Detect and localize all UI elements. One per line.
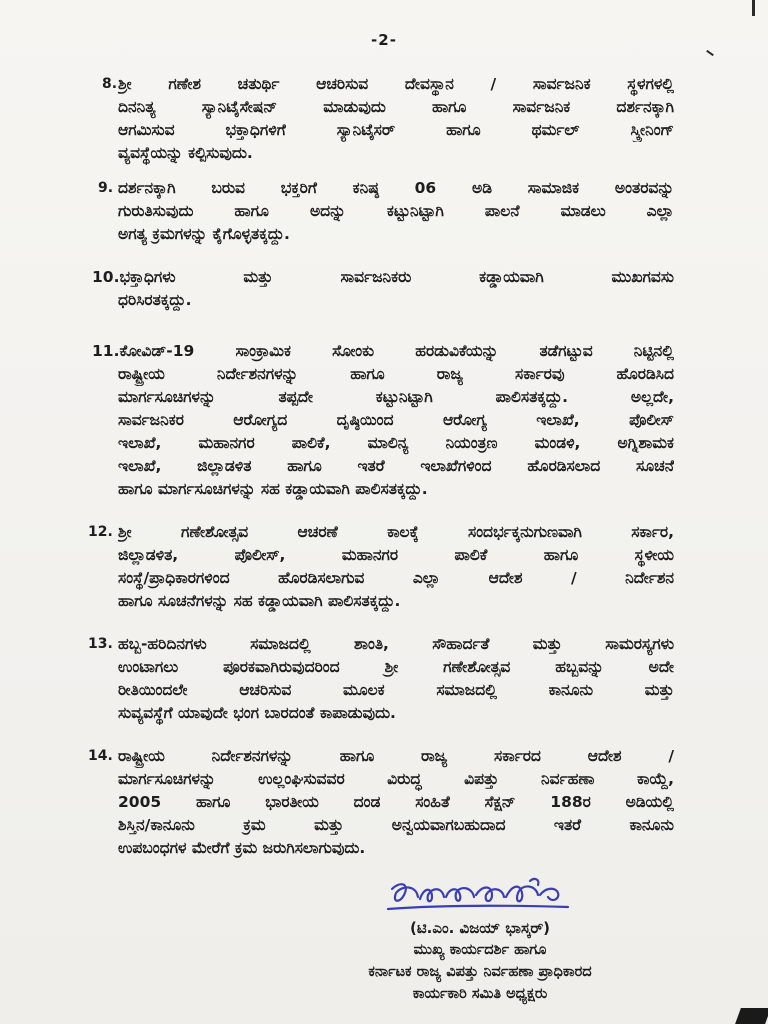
item-line [92,266,674,289]
item-line: ಹಾಗೂ ಮಾರ್ಗಸೂಚಿಗಳನ್ನು ಸಹ ಕಡ್ಡಾಯವಾಗಿ ಪಾಲಿಸತಕ್ಕದ್ದು. [118,480,428,498]
scan-mark [706,50,714,56]
item-number: 12. [88,524,113,540]
signature-block [300,875,660,1005]
signatory-title-line-2: ಕರ್ನಾಟಕ ರಾಜ್ಯ ವಿಪತ್ತು ನಿರ್ವಹಣಾ ಪ್ರಾಧಿಕಾರದ [368,964,592,980]
handwritten-signature [380,875,580,915]
item-line: ಆಗಮಿಸುವ ಭಕ್ತಾಧಿಗಳಿಗೆ ಸ್ಯಾನಿಟೈಸರ್ ಹಾಗೂ ಥರ್ಮಲ್ ಸ್ಕ್ರೀನಿಂಗ್ [118,121,674,139]
item-line: ರೀತಿಯಿಂದಲೇ ಆಚರಿಸುವ ಮೂಲಕ ಸಮಾಜದಲ್ಲಿ ಕಾನೂನು ಮತ್ತು [118,681,674,699]
item-line: ಹಬ್ಬ-ಹರಿದಿನಗಳು ಸಮಾಜದಲ್ಲಿ ಶಾಂತಿ, ಸೌಹಾರ್ದತೆ ಮತ್ತು ಸಾಮರಸ್ಯಗಳು [118,635,674,653]
item-line: ಹಾಗೂ ಸೂಚನೆಗಳನ್ನು ಸಹ ಕಡ್ಡಾಯವಾಗಿ ಪಾಲಿಸತಕ್ಕದ್ದು. [118,592,401,610]
item-line-text: ಕೋವಿಡ್-19 ಸಾಂಕ್ರಾಮಿಕ ಸೋಂಕು ಹರಡುವಿಕೆಯನ್ನು ತಡೆಗಟ್ಟುವ ನಿಟ್ಟಿನಲ್ಲಿ [119,342,674,360]
list-item-12 [88,521,674,613]
item-line: ಮಾರ್ಗಸೂಚಿಗಳನ್ನು ಉಲ್ಲಂಘಿಸುವವರ ವಿರುದ್ಧ ವಿಪತ್ತು ನಿರ್ವಹಣಾ ಕಾಯ್ದೆ, [118,770,674,788]
item-line: ಶ್ರೀ ಗಣೇಶೋತ್ಸವ ಆಚರಣೆ ಕಾಲಕ್ಕೆ ಸಂದರ್ಭಕ್ಕನುಗುಣವಾಗಿ ಸರ್ಕಾರ, [118,523,674,541]
signatory-name: (ಟಿ.ಎಂ. ವಿಜಯ್ ಭಾಸ್ಕರ್) [409,919,551,937]
page-number: -2- [371,31,397,49]
item-number: 11. [92,342,120,360]
item-line: ಇಲಾಖೆ, ಜಿಲ್ಲಾಡಳಿತ ಹಾಗೂ ಇತರೆ ಇಲಾಖೆಗಳಿಂದ ಹೊರಡಿಸಲಾದ ಸೂಚನೆ [118,457,674,475]
item-line: ಶ್ರೀ ಗಣೇಶ ಚತುರ್ಥಿ ಆಚರಿಸುವ ದೇವಸ್ಥಾನ / ಸಾರ್ವಜನಿಕ ಸ್ಥಳಗಳಲ್ಲಿ [118,75,674,93]
item-line: ರಾಷ್ಟ್ರೀಯ ನಿರ್ದೇಶನಗಳನ್ನು ಹಾಗೂ ರಾಜ್ಯ ಸರ್ಕಾರವು ಹೊರಡಿಸಿದ [118,365,674,383]
item-line: ಮಾರ್ಗಸೂಚಿಗಳನ್ನು ತಪ್ಪದೇ ಕಟ್ಟುನಿಟ್ಟಾಗಿ ಪಾಲಿಸತಕ್ಕದ್ದು. ಅಲ್ಲದೇ, [118,388,674,406]
list-item-14 [88,745,674,860]
list-item-8 [92,73,674,165]
list-item-13 [88,633,674,725]
item-line: ಅಗತ್ಯ ಕ್ರಮಗಳನ್ನು ಕೈಗೊಳ್ಳತಕ್ಕದ್ದು. [118,225,290,243]
item-number: 10. [92,268,120,286]
item-line: ಉಪಬಂಧಗಳ ಮೇರೆಗೆ ಕ್ರಮ ಜರುಗಿಸಲಾಗುವುದು. [118,839,366,857]
item-line: ದಿನನಿತ್ಯ ಸ್ಯಾನಿಟೈಸೇಷನ್ ಮಾಡುವುದು ಹಾಗೂ ಸಾರ್ವಜನಿಕ ದರ್ಶನಕ್ಕಾಗಿ [118,98,674,116]
scan-corner-shadow [735,1008,768,1024]
item-line: ಧರಿಸಿರತಕ್ಕದ್ದು. [118,291,192,309]
item-line-text: ಭಕ್ತಾಧಿಗಳು ಮತ್ತು ಸಾರ್ವಜನಿಕರು ಕಡ್ಡಾಯವಾಗಿ ಮುಖಗವಸು [119,268,674,286]
item-line: ಸುವ್ಯವಸ್ಥೆಗೆ ಯಾವುದೇ ಭಂಗ ಬಾರದಂತೆ ಕಾಪಾಡುವುದು. [118,704,396,722]
item-line [92,340,674,363]
item-number: 8. [102,76,118,92]
item-line: ಉಂಟಾಗಲು ಪೂರಕವಾಗಿರುವುದರಿಂದ ಶ್ರೀ ಗಣೇಶೋತ್ಸವ ಹಬ್ಬವನ್ನು ಅದೇ [118,658,674,676]
item-line: ಇಲಾಖೆ, ಮಹಾನಗರ ಪಾಲಿಕೆ, ಮಾಲಿನ್ಯ ನಿಯಂತ್ರಣ ಮಂಡಳಿ, ಅಗ್ನಿಶಾಮಕ [118,434,674,452]
item-number: 9. [98,180,114,196]
item-line: ರಾಷ್ಟ್ರೀಯ ನಿರ್ದೇಶನಗಳನ್ನು ಹಾಗೂ ರಾಜ್ಯ ಸರ್ಕಾರದ ಆದೇಶ / [118,747,674,765]
item-number: 13. [88,636,113,652]
signatory-title-line-3: ಕಾರ್ಯಕಾರಿ ಸಮಿತಿ ಅಧ್ಯಕ್ಷರು [412,986,548,1002]
list-item-10 [92,266,674,312]
item-line: ದರ್ಶನಕ್ಕಾಗಿ ಬರುವ ಭಕ್ತರಿಗೆ ಕನಿಷ್ಠ 06 ಅಡಿ ಸಾಮಾಜಿಕ ಅಂತರವನ್ನು [118,179,674,197]
item-line: ಸಂಸ್ಥೆ/ಪ್ರಾಧಿಕಾರಗಳಿಂದ ಹೊರಡಿಸಲಾಗುವ ಎಲ್ಲಾ ಆದೇಶ / ನಿರ್ದೇಶನ [118,569,674,587]
item-line: ಶಿಸ್ತಿನ/ಕಾನೂನು ಕ್ರಮ ಮತ್ತು ಅನ್ವಯವಾಗಬಹುದಾದ ಇತರೆ ಕಾನೂನು [118,816,674,834]
list-item-11 [92,340,674,501]
item-number: 14. [88,748,113,764]
item-line: ಸಾರ್ವಜನಿಕರ ಆರೋಗ್ಯದ ದೃಷ್ಠಿಯಿಂದ ಆರೋಗ್ಯ ಇಲಾಖೆ, ಪೊಲೀಸ್ [118,411,674,429]
item-line: ವ್ಯವಸ್ಥೆಯನ್ನು ಕಲ್ಪಿಸುವುದು. [118,144,253,162]
scan-mark [752,0,755,16]
item-line: 2005 ಹಾಗೂ ಭಾರತೀಯ ದಂಡ ಸಂಹಿತೆ ಸೆಕ್ಷನ್ 188ರ ಅಡಿಯಲ್ಲಿ [118,793,674,811]
list-item-9 [92,177,674,246]
signatory-title-line-1: ಮುಖ್ಯ ಕಾರ್ಯದರ್ಶಿ ಹಾಗೂ [413,942,547,958]
item-line: ಗುರುತಿಸುವುದು ಹಾಗೂ ಅದನ್ನು ಕಟ್ಟುನಿಟ್ಟಾಗಿ ಪಾಲನೆ ಮಾಡಲು ಎಲ್ಲಾ [118,202,674,220]
item-line: ಜಿಲ್ಲಾಡಳಿತ, ಪೊಲೀಸ್, ಮಹಾನಗರ ಪಾಲಿಕೆ ಹಾಗೂ ಸ್ಥಳೀಯ [118,546,674,564]
